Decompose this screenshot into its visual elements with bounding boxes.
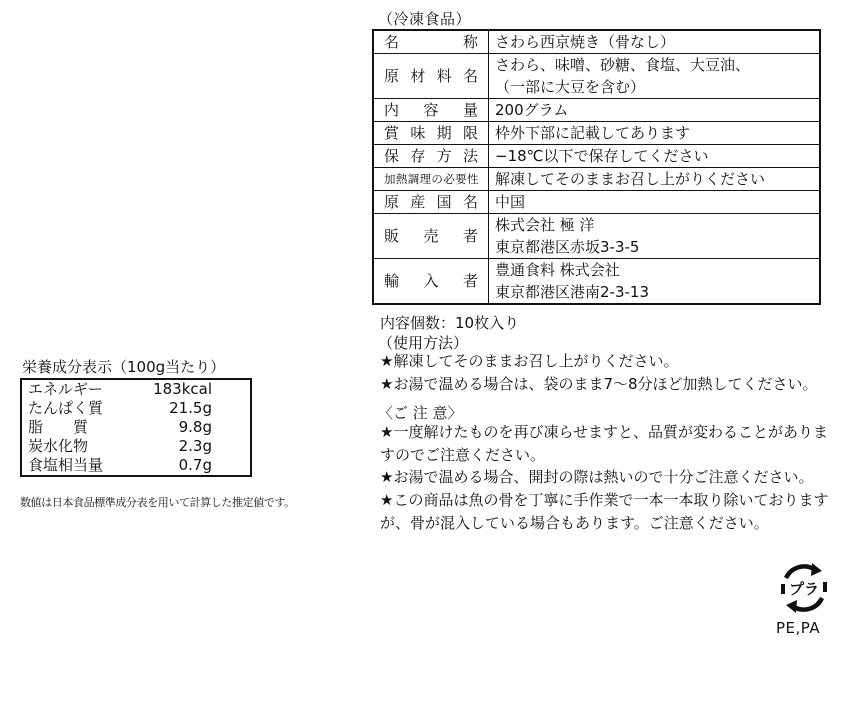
caution-heading: 〈ご 注 意〉	[378, 404, 463, 422]
spec-value: 200グラム	[489, 99, 821, 122]
spec-value	[489, 259, 821, 305]
nutrient-value: 183kcal	[153, 380, 212, 398]
spec-value	[489, 214, 821, 259]
spec-row-seller	[373, 214, 820, 259]
spec-key: 名称	[373, 30, 489, 54]
nutrition-note: 数値は日本食品標準成分表を用いて計算した推定値です。	[20, 496, 295, 509]
recycle-mark-text: プラ	[788, 580, 820, 598]
spec-value-line: 豊通食料 株式会社	[495, 261, 620, 279]
nutrient-value: 9.8g	[178, 418, 212, 436]
spec-row-amount	[373, 99, 820, 122]
packaging-material: PE,PA	[776, 619, 821, 637]
nutrition-table	[20, 378, 252, 477]
nutrient-name: 炭水化物	[28, 437, 89, 455]
spec-value-line: （一部に大豆を含む）	[495, 78, 646, 96]
caution-item: ★お湯で温める場合、開封の際は熱いので十分ご注意ください。	[380, 468, 814, 486]
nutrient-name: 脂 質	[28, 418, 89, 436]
nutrition-row-fat	[21, 418, 251, 437]
nutrition-row-salt	[21, 456, 251, 476]
spec-value: −18℃以下で保存してください	[489, 145, 821, 168]
recycle-mark-graphic	[778, 562, 830, 614]
spec-row-heating	[373, 168, 820, 191]
spec-value: 中国	[489, 191, 821, 214]
content-count: 内容個数：10枚入り	[380, 314, 520, 332]
spec-value	[489, 54, 821, 99]
nutrient-name: エネルギー	[28, 380, 104, 398]
nutrient-name: 食塩相当量	[28, 456, 104, 474]
nutrient-value: 2.3g	[178, 437, 212, 455]
spec-row-importer	[373, 259, 820, 305]
spec-key: 原産国名	[373, 191, 489, 214]
nutrient-value: 0.7g	[178, 456, 212, 474]
caution-item: ★一度解けたものを再び凍らせますと、品質が変わることがありますのでご注意ください。	[380, 423, 829, 464]
spec-value: さわら西京焼き（骨なし）	[489, 30, 821, 54]
nutrient-value: 21.5g	[169, 399, 212, 417]
pla-recycle-icon	[778, 562, 830, 614]
nutrition-row-protein	[21, 399, 251, 418]
spec-row-best-before	[373, 122, 820, 145]
nutrition-row-energy	[21, 379, 251, 399]
spec-key: 原材料名	[373, 54, 489, 99]
usage-heading: （使用方法）	[378, 334, 469, 352]
usage-item: ★お湯で温める場合は、袋のまま7〜8分ほど加熱してください。	[380, 375, 818, 393]
spec-key: 賞味期限	[373, 122, 489, 145]
spec-value: 枠外下部に記載してあります	[489, 122, 821, 145]
spec-row-name	[373, 30, 820, 54]
spec-row-origin	[373, 191, 820, 214]
spec-value-line: 東京都港区港南2-3-13	[495, 283, 649, 301]
spec-key: 保存方法	[373, 145, 489, 168]
spec-row-ingredients	[373, 54, 820, 99]
caution-item: ★この商品は魚の骨を丁寧に手作業で一本一本取り除いておりますが、骨が混入している場合もあります。ご注意ください。	[380, 491, 829, 532]
spec-key: 販売者	[373, 214, 489, 259]
spec-value-line: 株式会社 極 洋	[495, 216, 595, 234]
usage-item: ★解凍してそのままお召し上がりください。	[380, 352, 679, 370]
frozen-food-label: （冷凍食品）	[378, 10, 472, 28]
spec-table	[372, 29, 821, 305]
spec-key: 加熱調理の必要性	[373, 168, 489, 191]
nutrition-row-carbohydrate	[21, 437, 251, 456]
spec-row-storage	[373, 145, 820, 168]
nutrition-title: 栄養成分表示（100g当たり）	[22, 358, 226, 376]
spec-value-line: さわら、味噌、砂糖、食塩、大豆油、	[495, 56, 751, 74]
nutrient-name: たんぱく質	[28, 399, 104, 417]
spec-value: 解凍してそのままお召し上がりください	[489, 168, 821, 191]
spec-key: 輸入者	[373, 259, 489, 305]
spec-key: 内容量	[373, 99, 489, 122]
spec-value-line: 東京都港区赤坂3-3-5	[495, 238, 640, 256]
